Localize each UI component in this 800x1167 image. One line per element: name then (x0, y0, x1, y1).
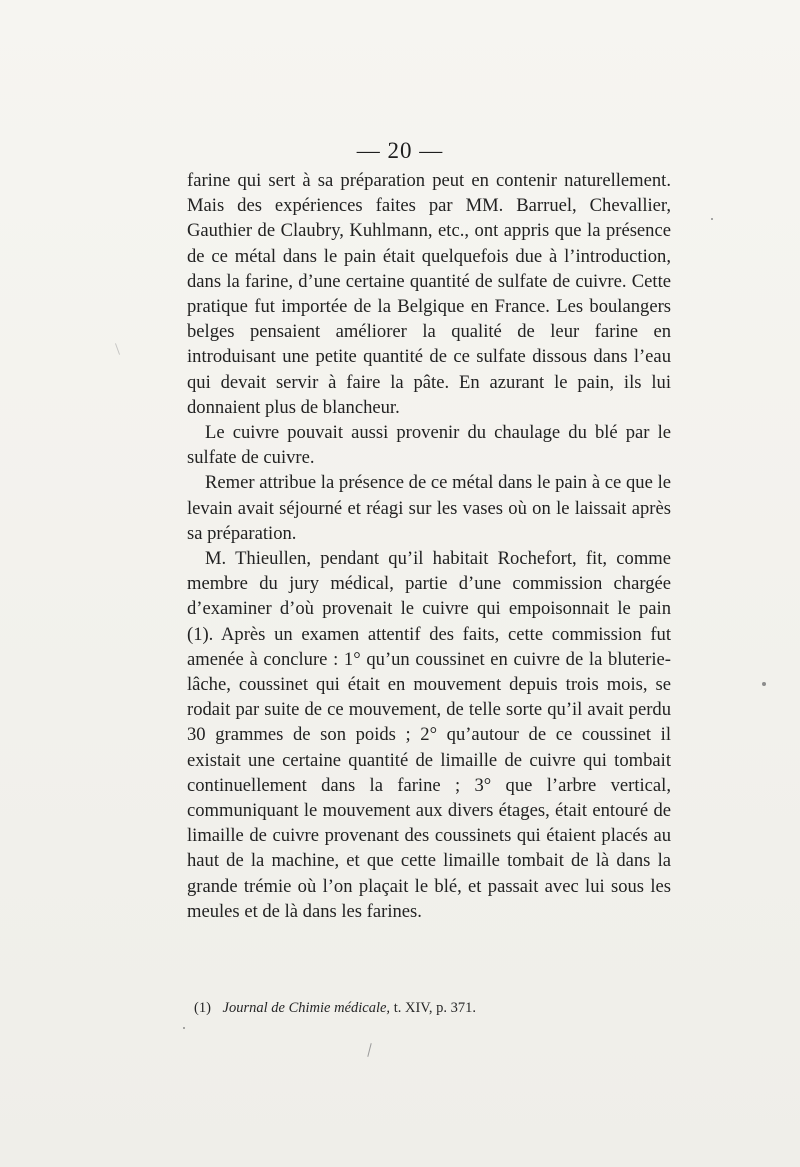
paragraph-1: farine qui sert à sa préparation peut en contenir naturellement. Mais des expériences faites par MM. Barruel, Chevallier, Gauthier de Claubry, Kuhlmann, etc., ont appris que la présence de ce métal dans le pain était quelquefois due à l’introduction, dans la farine, d’une certaine quantité de sulfate de cuivre. Cette pratique fut importée de la Belgique en France. Les boulangers belges pensaient améliorer la qualité de leur farine en introduisant une petite quantité de ce sulfate dissous dans l’eau qui devait servir à faire la pâte. En azurant le pain, ils lui donnaient plus de blancheur. (187, 170, 671, 418)
paper-speck (183, 1027, 185, 1029)
paper-mark (115, 343, 120, 355)
footnote (194, 1000, 674, 1017)
body-text (187, 168, 671, 924)
page-number: — 20 — (356, 138, 444, 163)
footnote-marker: (1) (194, 1000, 211, 1016)
footnote-citation: t. XIV, p. 371. (393, 1000, 476, 1016)
paragraph-4: M. Thieullen, pendant qu’il habitait Rochefort, fit, comme membre du jury médical, partie d’une commission chargée d’examiner d’où provenait le cuivre qui empoisonnait le pain (1). Après un examen attentif des faits, cette commission fut amenée à conclure : 1° qu’un coussinet en cuivre de la bluterie-lâche, coussinet qui était en mouvement depuis trois mois, se rodait par suite de ce mouvement, de telle sorte qu’il avait perdu 30 grammes de son poids ; 2° qu’autour de ce coussinet il existait une certaine quantité de limaille de cuivre qui tombait continuellement dans la farine ; 3° que l’arbre vertical, communiquant le mouvement aux divers étages, était entouré de limaille de cuivre provenant des coussinets qui étaient placés au haut de la machine, et que cette limaille tombait de là dans la grande trémie où l’on plaçait le blé, et passait avec lui sous les meules et de là dans les farines. (187, 548, 671, 922)
paper-mark (367, 1043, 371, 1057)
paragraph-2: Le cuivre pouvait aussi provenir du chaulage du blé par le sulfate de cuivre. (187, 422, 671, 469)
paper-speck (762, 682, 766, 686)
paragraph-3: Remer attribue la présence de ce métal dans le pain à ce que le levain avait séjourné et réagi sur les vases où on le laissait après sa préparation. (187, 472, 671, 544)
footnote-journal: Journal de Chimie médicale, (222, 1000, 391, 1016)
paper-speck (711, 218, 713, 220)
